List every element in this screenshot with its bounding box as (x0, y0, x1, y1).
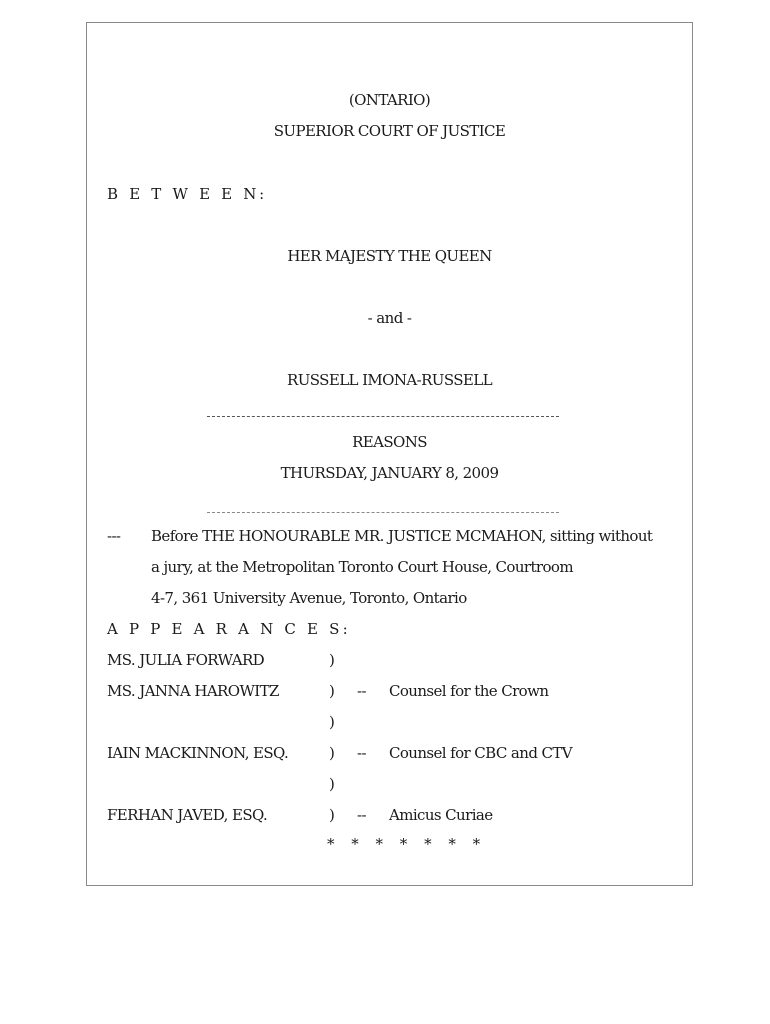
party-two: RUSSELL IMONA-RUSSELL (287, 371, 492, 389)
court-name: SUPERIOR COURT OF JUSTICE (273, 122, 506, 140)
counsel-dash: -- (357, 744, 366, 762)
counsel-name: MS. JULIA FORWARD (107, 651, 265, 669)
counsel-dash: -- (357, 682, 366, 700)
before-line: a jury, at the Metropolitan Toronto Court House, Courtroom (151, 558, 573, 576)
counsel-name: IAIN MACKINNON, ESQ. (107, 744, 289, 762)
counsel-name: FERHAN JAVED, ESQ. (107, 806, 268, 824)
bracket: ) (329, 775, 335, 793)
appearances-label: A P P E A R A N C E S: (107, 620, 351, 638)
closing-stars: * * * * * * * (327, 835, 487, 853)
jurisdiction: (ONTARIO) (348, 91, 431, 109)
divider-bottom (207, 512, 559, 513)
party-one: HER MAJESTY THE QUEEN (287, 247, 492, 265)
bracket: ) (329, 806, 335, 824)
bracket: ) (329, 744, 335, 762)
bracket: ) (329, 713, 335, 731)
between-label: B E T W E E N: (107, 185, 268, 203)
document-date: THURSDAY, JANUARY 8, 2009 (280, 464, 499, 482)
divider-top (207, 416, 559, 417)
document-title: REASONS (352, 433, 427, 451)
transcript-page (86, 22, 693, 886)
counsel-dash: -- (357, 806, 366, 824)
before-line: 4-7, 361 University Avenue, Toronto, Ontario (151, 589, 467, 607)
bracket: ) (329, 651, 335, 669)
counsel-role: Amicus Curiae (389, 806, 493, 824)
counsel-role: Counsel for the Crown (389, 682, 549, 700)
before-line: Before THE HONOURABLE MR. JUSTICE MCMAHON, sitting without (151, 527, 653, 545)
counsel-role: Counsel for CBC and CTV (389, 744, 573, 762)
versus-separator: - and - (367, 309, 412, 327)
before-dash: --- (107, 527, 121, 545)
bracket: ) (329, 682, 335, 700)
counsel-name: MS. JANNA HAROWITZ (107, 682, 279, 700)
